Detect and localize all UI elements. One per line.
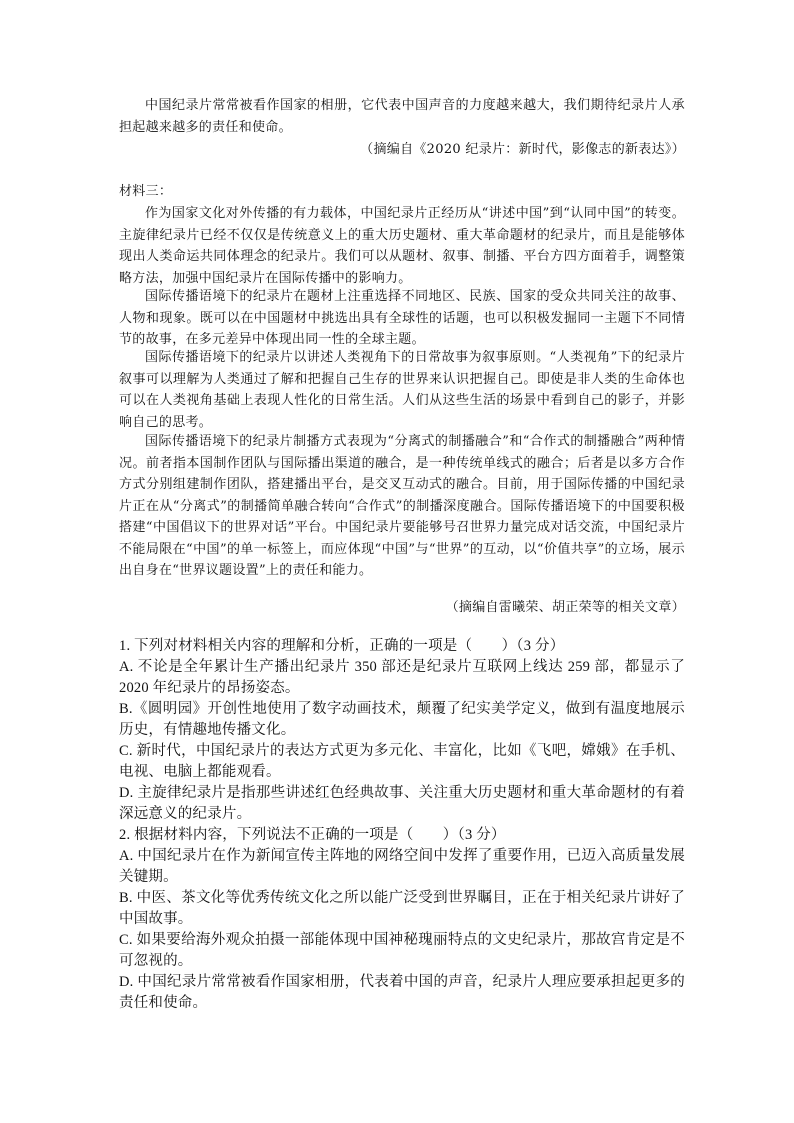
material-three-paragraph-2: 国际传播语境下的纪录片在题材上注重选择不同地区、民族、国家的受众共同关注的故事、人物和现象。既可以在中国题材中挑选出具有全球性的话题，也可以积极发掘同一主题下不同情节的故事，在多元差异中体现出同一性的全球主题。 [119,289,685,347]
question-2 [119,825,685,1014]
material-three-title: 材料三： [119,184,173,199]
source-citation-1: （摘编自《2020 纪录片：新时代，影像志的新表达》） [360,142,685,157]
question-1-stem: 1. 下列对材料相关内容的理解和分析，正确的一项是（ ）（3 分） [119,638,565,654]
question-2-stem: 2. 根据材料内容，下列说法不正确的一项是（ ）（3 分） [119,827,506,843]
question-1-option-b: B.《圆明园》开创性地使用了数字动画技术，颠覆了纪实美学定义，做到有温度地展示历史，有情趣地传播文化。 [119,701,685,738]
source-citation-2: （摘编自雷曦荣、胡正荣等的相关文章） [445,600,685,615]
question-1-option-a: A. 不论是全年累计生产播出纪录片 350 部还是纪录片互联网上线达 259 部，都显示了 2020 年纪录片的昂扬姿态。 [119,659,685,696]
questions-section [119,636,685,1014]
question-1 [119,636,685,825]
material-three-paragraph-4: 国际传播语境下的纪录片制播方式表现为“分离式的制播融合”和“合作式的制播融合”两种情况。前者指本国制作团队与国际播出渠道的融合，是一种传统单线式的融合；后者是以多方合作方式分别组建制作团队，搭建播出平台，是交叉互动式的融合。目前，用于国际传播的中国纪录片正在从“分离式”的制播简单融合转向“合作式”的制播深度融合。国际传播语境下的中国要积极搭建“中国倡议下的世界对话”平台。中国纪录片要能够号召世界力量完成对话交流，中国纪录片不能局限在“中国”的单一标签上，而应体现“中国”与“世界”的互动，以“价值共享”的立场，展示出自身在“世界议题设置”上的责任和能力。 [119,434,685,578]
material-three-paragraph-3: 国际传播语境下的纪录片以讲述人类视角下的日常故事为叙事原则。“人类视角”下的纪录片叙事可以理解为人类通过了解和把握自己生存的世界来认识把握自己。即使是非人类的生命体也可以在人类视角基础上表现人性化的日常生活。人们从这些生活的场景中看到自己的影子，并影响自己的思考。 [119,350,685,430]
question-2-option-a: A. 中国纪录片在作为新闻宣传主阵地的网络空间中发挥了重要作用，已迈入高质量发展关键期。 [119,848,685,885]
question-2-option-d: D. 中国纪录片常常被看作国家相册，代表着中国的声音，纪录片人理应要承担起更多的责任和使命。 [119,974,685,1011]
question-1-option-d: D. 主旋律纪录片是指那些讲述红色经典故事、关注重大历史题材和重大革命题材的有着深远意义的纪录片。 [119,785,685,822]
question-1-option-c: C. 新时代，中国纪录片的表达方式更为多元化、丰富化，比如《飞吧，嫦娥》在手机、电视、电脑上都能观看。 [119,743,685,780]
material-three-paragraph-1: 作为国家文化对外传播的有力载体，中国纪录片正经历从“讲述中国”到“认同中国”的转变。主旋律纪录片已经不仅仅是传统意义上的重大历史题材、重大革命题材的纪录片，而且是能够体现出人类命运共同体理念的纪录片。我们可以从题材、叙事、制播、平台方四方面着手，调整策略方法，加强中国纪录片在国际传播中的影响力。 [119,206,685,286]
question-2-option-b: B. 中医、茶文化等优秀传统文化之所以能广泛受到世界瞩目，正在于相关纪录片讲好了中国故事。 [119,890,685,927]
intro-paragraph: 中国纪录片常常被看作国家的相册，它代表中国声音的力度越来越大，我们期待纪录片人承担起越来越多的责任和使命。 [119,98,685,135]
question-2-option-c: C. 如果要给海外观众拍摄一部能体现中国神秘瑰丽特点的文史纪录片，那故宫肯定是不可忽视的。 [119,932,685,969]
